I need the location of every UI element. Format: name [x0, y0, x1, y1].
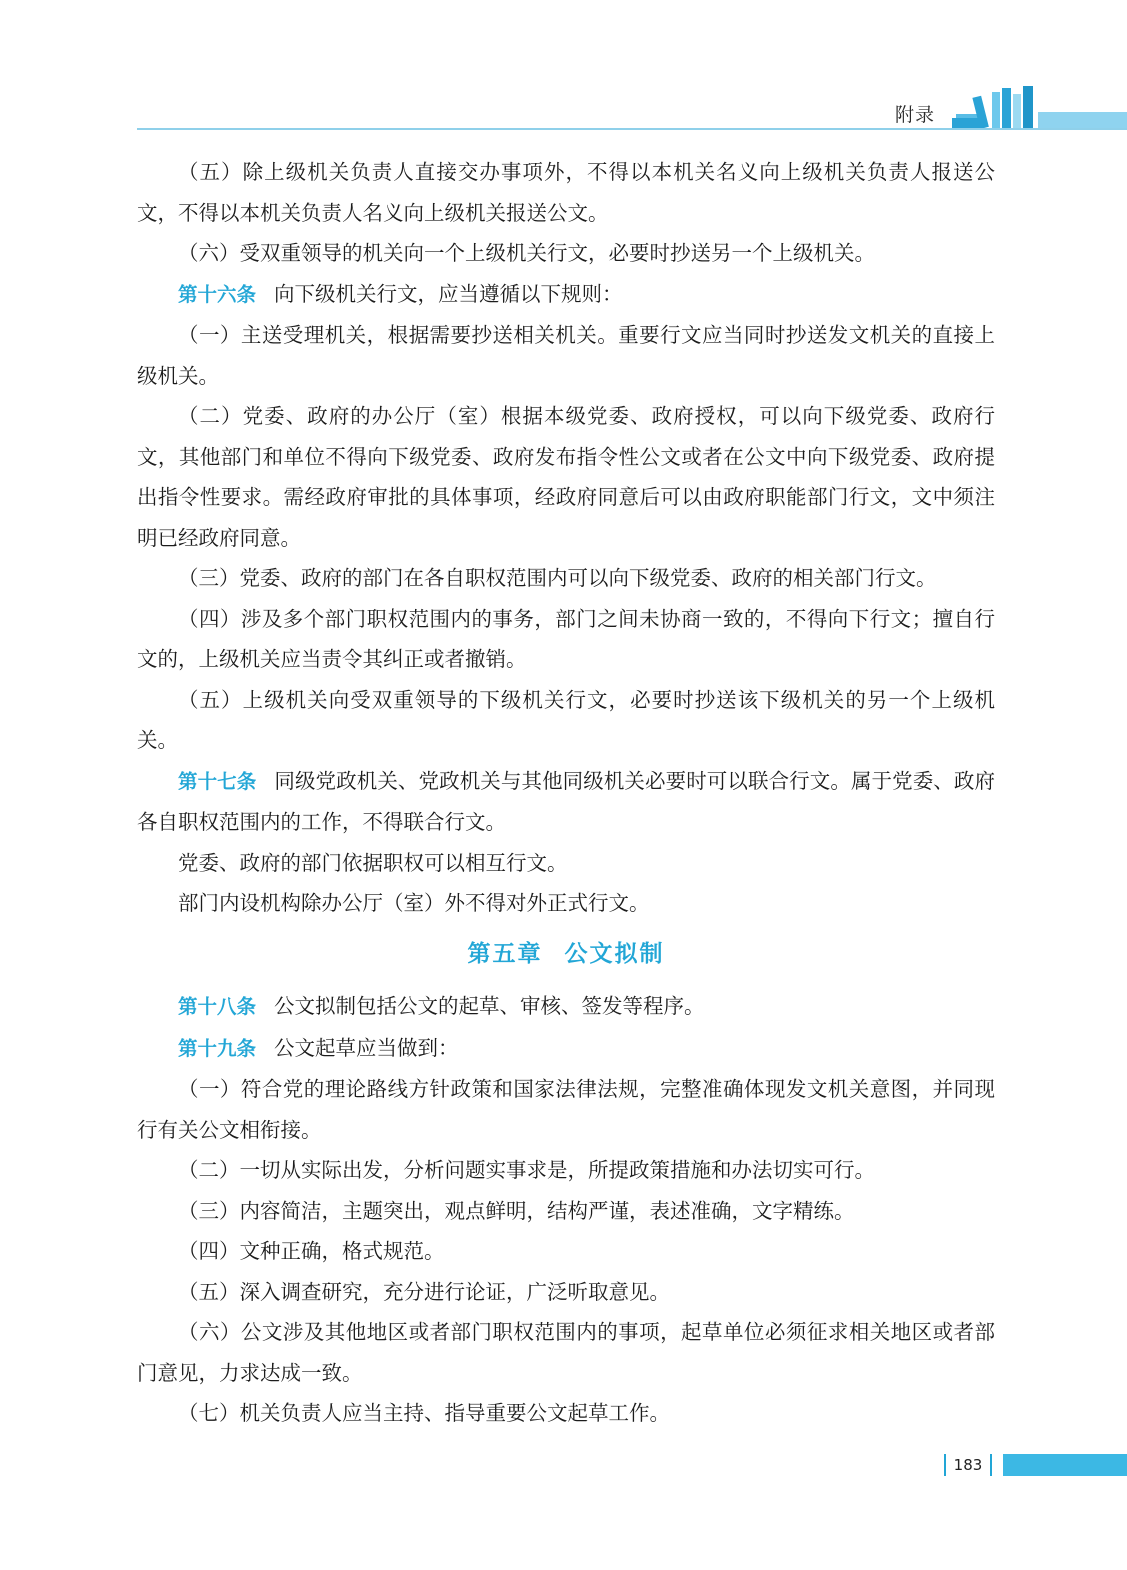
paragraph [137, 599, 995, 680]
paragraph-text: 公文拟制包括公文的起草、审核、签发等程序。 [274, 994, 705, 1018]
header-divider [137, 128, 1127, 130]
page-footer [0, 1450, 1127, 1490]
chapter-number: 第五章 [467, 940, 543, 967]
paragraph-text: （六）公文涉及其他地区或者部门职权范围内的事项，起草单位必须征求相关地区或者部门意见，力求达成一致。 [137, 1320, 995, 1385]
paragraph [137, 986, 995, 1028]
paragraph-text: 党委、政府的部门依据职权可以相互行文。 [178, 850, 568, 875]
paragraph [137, 1272, 995, 1313]
page-number-bar-right [990, 1454, 992, 1476]
paragraph [137, 1191, 995, 1232]
paragraph [137, 761, 995, 843]
paragraph [137, 152, 995, 233]
paragraph [137, 680, 995, 761]
paragraph-text: （二）党委、政府的办公厅（室）根据本级党委、政府授权，可以向下级党委、政府行文，其他部门和单位不得向下级党委、政府发布指令性公文或者在公文中向下级党委、政府提出指令性要求。需经政府审批的具体事项，经政府同意后可以由政府职能部门行文，文中须注明已经政府同意。 [137, 404, 995, 550]
paragraph-text: （二）一切从实际出发，分析问题实事求是，所提政策措施和办法切实可行。 [178, 1158, 875, 1182]
paragraph-text: （六）受双重领导的机关向一个上级机关行文，必要时抄送另一个上级机关。 [178, 241, 875, 265]
paragraph-text: （三）党委、政府的部门在各自职权范围内可以向下级党委、政府的相关部门行文。 [178, 566, 937, 590]
paragraph-text: （五）除上级机关负责人直接交办事项外，不得以本机关名义向上级机关负责人报送公文，不得以本机关负责人名义向上级机关报送公文。 [137, 160, 995, 225]
paragraph [137, 1150, 995, 1191]
paragraph [137, 274, 995, 316]
article-label: 第十九条 [178, 1036, 257, 1060]
article-label: 第十七条 [178, 769, 257, 793]
page-number: 183 [953, 1456, 983, 1474]
paragraph-text: （一）主送受理机关，根据需要抄送相关机关。重要行文应当同时抄送发文机关的直接上级机关。 [137, 323, 995, 388]
paragraph-text: （五）上级机关向受双重领导的下级机关行文，必要时抄送该下级机关的另一个上级机关。 [137, 687, 995, 752]
paragraph [137, 558, 995, 599]
paragraph [137, 396, 995, 558]
paragraph [137, 1069, 995, 1150]
paragraph [137, 1393, 995, 1434]
paragraph-text: （一）符合党的理论路线方针政策和国家法律法规，完整准确体现发文机关意图，并同现行有关公文相衔接。 [137, 1077, 995, 1142]
chapter-title: 公文拟制 [564, 940, 665, 967]
paragraph [137, 315, 995, 396]
paragraph [137, 843, 995, 884]
document-body [137, 152, 995, 1434]
paragraph-text: 公文起草应当做到： [274, 1035, 459, 1060]
books-decoration-icon [952, 84, 1127, 130]
paragraph [137, 233, 995, 274]
paragraph-text: （四）文种正确，格式规范。 [178, 1239, 445, 1263]
paragraph-text: （四）涉及多个部门职权范围内的事务，部门之间未协商一致的，不得向下行文；擅自行文的，上级机关应当责令其纠正或者撤销。 [137, 606, 995, 671]
paragraph-text: （三）内容简洁，主题突出，观点鲜明，结构严谨，表述准确，文字精练。 [178, 1198, 855, 1223]
paragraph-text: 同级党政机关、党政机关与其他同级机关必要时可以联合行文。属于党委、政府各自职权范围内的工作，不得联合行文。 [137, 768, 995, 834]
article-label: 第十六条 [178, 282, 257, 306]
paragraph [137, 883, 995, 924]
section-title: 附录 [895, 104, 936, 126]
paragraph [137, 1028, 995, 1070]
footer-accent-block [1003, 1454, 1127, 1476]
chapter-heading [137, 934, 995, 975]
article-label: 第十八条 [178, 995, 257, 1018]
article-group-top [137, 152, 995, 924]
paragraph [137, 1231, 995, 1272]
paragraph-text: （五）深入调查研究，充分进行论证，广泛听取意见。 [178, 1279, 670, 1304]
article-group-bottom [137, 986, 995, 1434]
paragraph-text: 向下级机关行文，应当遵循以下规则： [274, 281, 623, 306]
paragraph-text: 部门内设机构除办公厅（室）外不得对外正式行文。 [178, 891, 650, 915]
paragraph-text: （七）机关负责人应当主持、指导重要公文起草工作。 [178, 1401, 670, 1425]
page-header [0, 0, 1127, 140]
paragraph [137, 1312, 995, 1393]
